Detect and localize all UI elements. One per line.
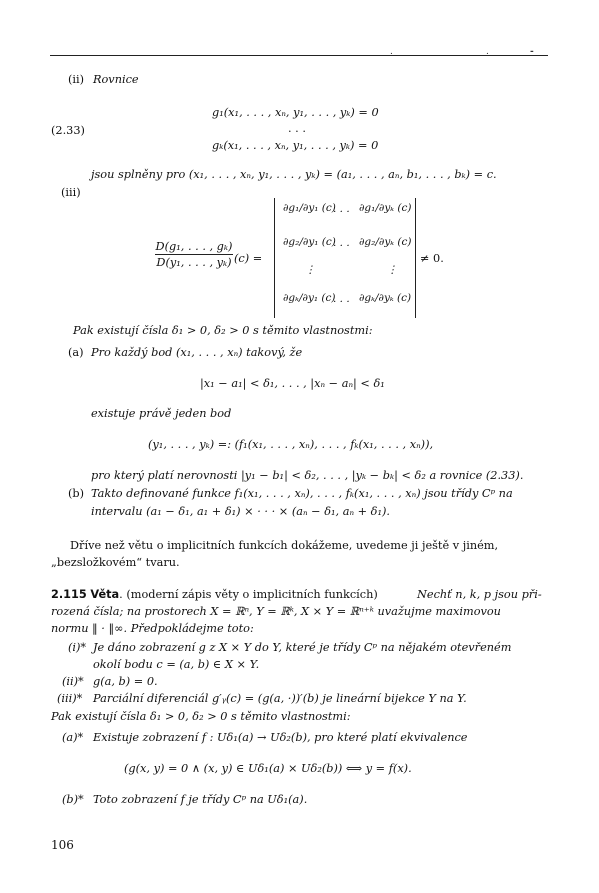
theorem-i-text: Je dáno zobrazení g z X × Y do Y, které je třídy Cᵖ na nějakém otevřeném <box>93 641 512 654</box>
satisfied-line: jsou splněny pro (x₁, . . . , xₙ, y₁, . . . , yₖ) = (a₁, . . . , aₙ, b₁, . . . , bₖ) = c. <box>91 168 497 181</box>
theorem-i-text: okolí bodu c = (a, b) ∈ X × Y. <box>93 658 260 671</box>
theorem-a-label: (a)* <box>62 731 84 744</box>
header-mark: - <box>530 47 534 57</box>
theorem-title: Věta <box>90 588 120 601</box>
det-cell: ∂g₁/∂yₖ (c) <box>359 202 412 214</box>
theorem-b-label: (b)* <box>62 793 84 806</box>
inequality: |x₁ − a₁| < δ₁, . . . , |xₙ − aₙ| < δ₁ <box>200 377 385 390</box>
page-number: 106 <box>51 838 74 852</box>
equation-last: gₖ(x₁, . . . , xₙ, y₁, . . . , yₖ) = 0 <box>212 139 379 152</box>
point-definition: (y₁, . . . , yₖ) =: (f₁(x₁, . . . , xₙ), . . . , fₖ(x₁, . . . , xₙ)), <box>148 438 434 451</box>
det-cell: · · · <box>333 296 350 308</box>
equation-number: (2.33) <box>51 124 85 137</box>
paragraph-line: Dříve než větu o implicitních funkcích dokážeme, uvedeme ji ještě v jiném, <box>70 539 499 552</box>
item-a-label: (a) <box>68 346 84 359</box>
jacobian-denominator: D(y₁, . . . , yₖ) <box>156 256 232 269</box>
det-cell: ∂gₖ/∂y₁ (c) <box>283 292 336 304</box>
theorem-equivalence: (g(x, y) = 0 ∧ (x, y) ∈ Uδ₁(a) × Uδ₂(b)) ⟺ y = f(x). <box>124 762 412 775</box>
theorem-iii-label: (iii)* <box>57 692 83 705</box>
theorem-i-label: (i)* <box>68 641 87 654</box>
condition-ii-label: (ii) <box>68 73 85 86</box>
condition-ii-text: Rovnice <box>93 73 139 86</box>
theorem-b-text: Toto zobrazení f je třídy Cᵖ na Uδ₁(a). <box>93 793 308 806</box>
det-cell: ∂g₁/∂y₁ (c) <box>283 202 336 214</box>
det-cell: ⋮ <box>305 264 316 276</box>
det-cell: · · · <box>333 206 350 218</box>
existence-line: Pak existují čísla δ₁ > 0, δ₂ > 0 s těmito vlastnostmi: <box>73 324 373 337</box>
equation-dots: . . . <box>288 122 306 135</box>
theorem-iii-text: Parciální diferenciál g′ᵧ(c) = (g(a, ·))′(b) je lineární bijekce Y na Y. <box>93 692 467 705</box>
det-cell: ∂gₖ/∂yₖ (c) <box>359 292 412 304</box>
for-which-line: pro který platí nerovnosti |y₁ − b₁| < δ₂, . . . , |yₖ − bₖ| < δ₂ a rovnice (2.33). <box>91 469 524 482</box>
det-cell: ⋮ <box>387 264 398 276</box>
theorem-line: rozená čísla; na prostorech X = ℝⁿ, Y = ℝᵏ, X × Y = ℝⁿ⁺ᵏ uvažujme maximovou <box>51 605 501 618</box>
not-equal-zero: ≠ 0. <box>420 252 444 265</box>
fraction-bar <box>155 254 233 255</box>
condition-iii-label: (iii) <box>61 186 81 199</box>
header-rule <box>50 55 548 56</box>
theorem-number: 2.115 <box>51 588 87 601</box>
paragraph-line: „bezsložkovém“ tvaru. <box>51 556 180 569</box>
jacobian-fraction <box>155 240 233 269</box>
item-b-label: (b) <box>68 487 85 500</box>
exactly-one-point: existuje právě jeden bod <box>91 407 232 420</box>
determinant <box>274 198 416 318</box>
theorem-ii-label: (ii)* <box>62 675 84 688</box>
det-cell: ∂g₂/∂yₖ (c) <box>359 236 412 248</box>
theorem-subtitle: . (moderní zápis věty o implicitních funkcích) <box>119 588 378 601</box>
theorem-line: normu ‖ · ‖∞. Předpokládejme toto: <box>51 622 254 635</box>
header-mark: . <box>390 47 393 57</box>
item-a-text: Pro každý bod (x₁, . . . , xₙ) takový, že <box>91 346 303 359</box>
det-cell: ∂g₂/∂y₁ (c) <box>283 236 336 248</box>
theorem-heading <box>51 588 378 602</box>
item-b-text: Takto definované funkce f₁(x₁, . . . , xₙ), . . . , fₖ(x₁, . . . , xₙ) jsou třídy Cᵖ na <box>91 487 513 500</box>
equation-first: g₁(x₁, . . . , xₙ, y₁, . . . , yₖ) = 0 <box>212 106 379 119</box>
theorem-a-text: Existuje zobrazení f : Uδ₁(a) → Uδ₂(b), pro které platí ekvivalence <box>93 731 468 744</box>
det-cell: · · · <box>333 240 350 252</box>
theorem-line: Nechť n, k, p jsou při- <box>417 588 542 601</box>
theorem-existence: Pak existují čísla δ₁ > 0, δ₂ > 0 s těmito vlastnostmi: <box>51 710 351 723</box>
item-b-text: intervalu (a₁ − δ₁, a₁ + δ₁) × · · · × (aₙ − δ₁, aₙ + δ₁). <box>91 505 391 518</box>
header-mark: . <box>486 47 489 57</box>
jacobian-numerator: D(g₁, . . . , gₖ) <box>155 240 233 253</box>
jacobian-argument: (c) = <box>234 252 263 265</box>
theorem-ii-text: g(a, b) = 0. <box>93 675 158 688</box>
